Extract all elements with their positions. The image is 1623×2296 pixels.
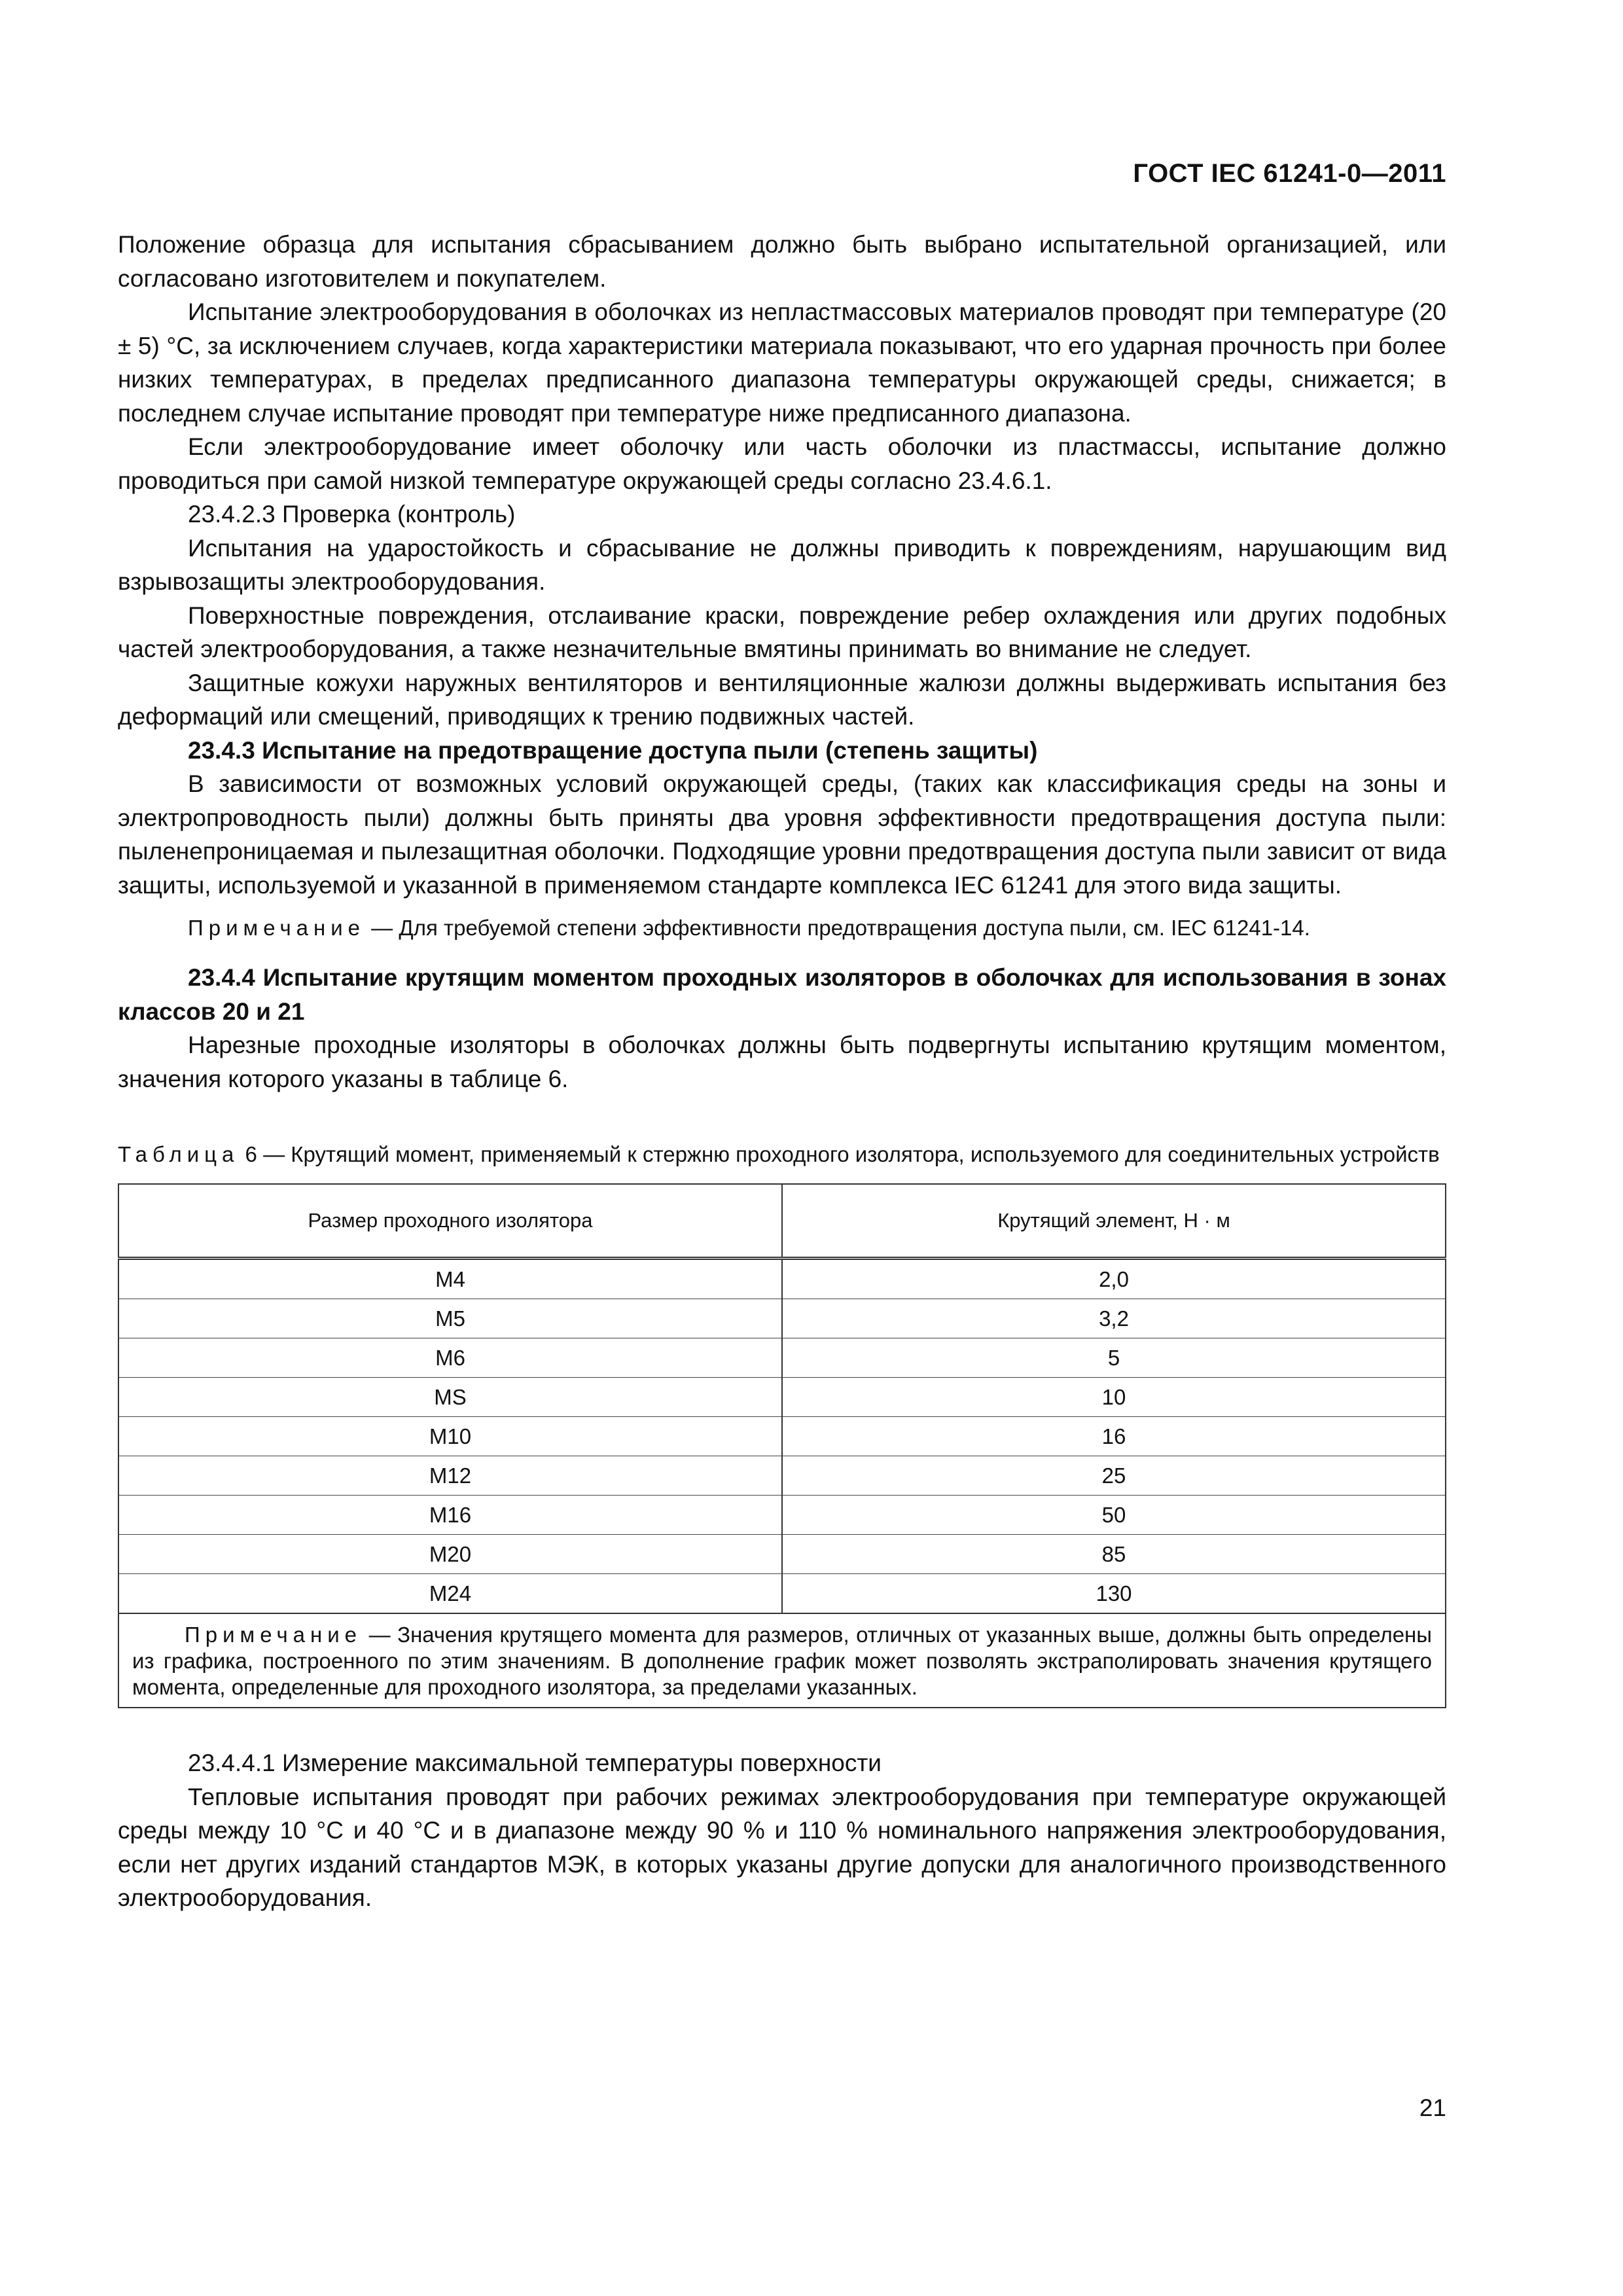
cell-size: М10 [118,1417,782,1456]
table-note-text: — Значения крутящего момента для размеров, отличных от указанных выше, должны быть определены из графика, построенного по этим значениям. В дополнение график может позволять экстраполировать значения крутящего момента, определенные для проходного изолятора, за пределами указанных. [132,1623,1432,1699]
table-row [118,1496,1446,1535]
note-label: Примечание [188,916,366,940]
cell-size: М20 [118,1535,782,1574]
torque-table [118,1183,1446,1708]
cell-size: М4 [118,1259,782,1299]
cell-torque: 85 [782,1535,1446,1574]
cell-torque: 130 [782,1574,1446,1614]
cell-size: М12 [118,1456,782,1496]
note [118,914,1446,942]
table-caption-text: 6 — Крутящий момент, применяемый к стержню проходного изолятора, используемого для соединительных устройств [239,1142,1440,1166]
table-row [118,1299,1446,1338]
cell-size: М5 [118,1299,782,1338]
cell-torque: 2,0 [782,1259,1446,1299]
paragraph: Положение образца для испытания сбрасыванием должно быть выбрано испытательной организацией, или согласовано изготовителем и покупателем. [118,231,1446,292]
page-content [118,228,1446,1915]
paragraph: Если электрооборудование имеет оболочку или часть оболочки из пластмассы, испытание должно проводиться при самой низкой температуре окружающей среды согласно 23.4.6.1. [118,433,1446,494]
subsection-heading: 23.4.4.1 Измерение максимальной температуры поверхности [188,1749,882,1776]
cell-torque: 25 [782,1456,1446,1496]
cell-size: М6 [118,1338,782,1378]
table-row [118,1378,1446,1417]
section-heading: 23.4.4 Испытание крутящим моментом проходных изоляторов в оболочках для использования в зонах классов 20 и 21 [118,964,1446,1025]
subsection-heading: 23.4.2.3 Проверка (контроль) [188,501,516,528]
paragraph: Поверхностные повреждения, отслаивание краски, повреждение ребер охлаждения или других подобных частей электрооборудования, а также незначительные вмятины принимать во внимание не следует. [118,601,1446,662]
table-note [118,1613,1446,1708]
table-note-label: Примечание [185,1623,363,1647]
document-header: ГОСТ IEC 61241-0—2011 [1133,159,1446,188]
table-row [118,1456,1446,1496]
cell-torque: 10 [782,1378,1446,1417]
column-header-torque: Крутящий элемент, Н · м [782,1184,1446,1259]
paragraph: В зависимости от возможных условий окружающей среды, (таких как классификация среды на зоны и электропроводность пыли) должны быть приняты два уровня эффективности предотвращения доступа пыли: пыленепроницаемая и пылезащитная оболочки. Подходящие уровни предотвращения доступа пыли зависит от вида защиты, используемой и указанной в применяемом стандарте комплекса IEC 61241 для этого вида защиты. [118,770,1446,899]
table-header-row [118,1184,1446,1259]
cell-size: М16 [118,1496,782,1535]
table-row [118,1417,1446,1456]
cell-torque: 5 [782,1338,1446,1378]
section-heading: 23.4.3 Испытание на предотвращение доступа пыли (степень защиты) [188,736,1038,764]
table-row [118,1259,1446,1299]
table-note-row [118,1613,1446,1708]
table-caption-label: Таблица [118,1142,240,1166]
page-number: 21 [1419,2094,1446,2121]
column-header-size: Размер проходного изолятора [118,1184,782,1259]
paragraph: Защитные кожухи наружных вентиляторов и вентиляционные жалюзи должны выдерживать испытания без деформаций или смещений, приводящих к трению подвижных частей. [118,669,1446,730]
note-text: — Для требуемой степени эффективности предотвращения доступа пыли, см. IEC 61241-14. [365,916,1310,940]
table-row [118,1535,1446,1574]
paragraph: Нарезные проходные изоляторы в оболочках должны быть подвергнуты испытанию крутящим моментом, значения которого указаны в таблице 6. [118,1031,1446,1092]
cell-torque: 50 [782,1496,1446,1535]
cell-torque: 3,2 [782,1299,1446,1338]
table-row [118,1574,1446,1614]
cell-torque: 16 [782,1417,1446,1456]
cell-size: MS [118,1378,782,1417]
paragraph: Испытания на ударостойкость и сбрасывание не должны приводить к повреждениям, нарушающим вид взрывозащиты электрооборудования. [118,534,1446,595]
cell-size: М24 [118,1574,782,1614]
paragraph: Тепловые испытания проводят при рабочих режимах электрооборудования при температуре окружающей среды между 10 °С и 40 °С и в диапазоне между 90 % и 110 % номинального напряжения электрооборудования, если нет других изданий стандартов МЭК, в которых указаны другие допуски для аналогичного производственного электрооборудования. [118,1783,1446,1911]
paragraph: Испытание электрооборудования в оболочках из непластмассовых материалов проводят при температуре (20 ± 5) °С, за исключением случаев, когда характеристики материала показывают, что его ударная прочность при более низких температурах, в пределах предписанного диапазона температуры окружающей среды, снижается; в последнем случае испытание проводят при температуре ниже предписанного диапазона. [118,298,1446,427]
table-caption [118,1140,1446,1169]
table-row [118,1338,1446,1378]
